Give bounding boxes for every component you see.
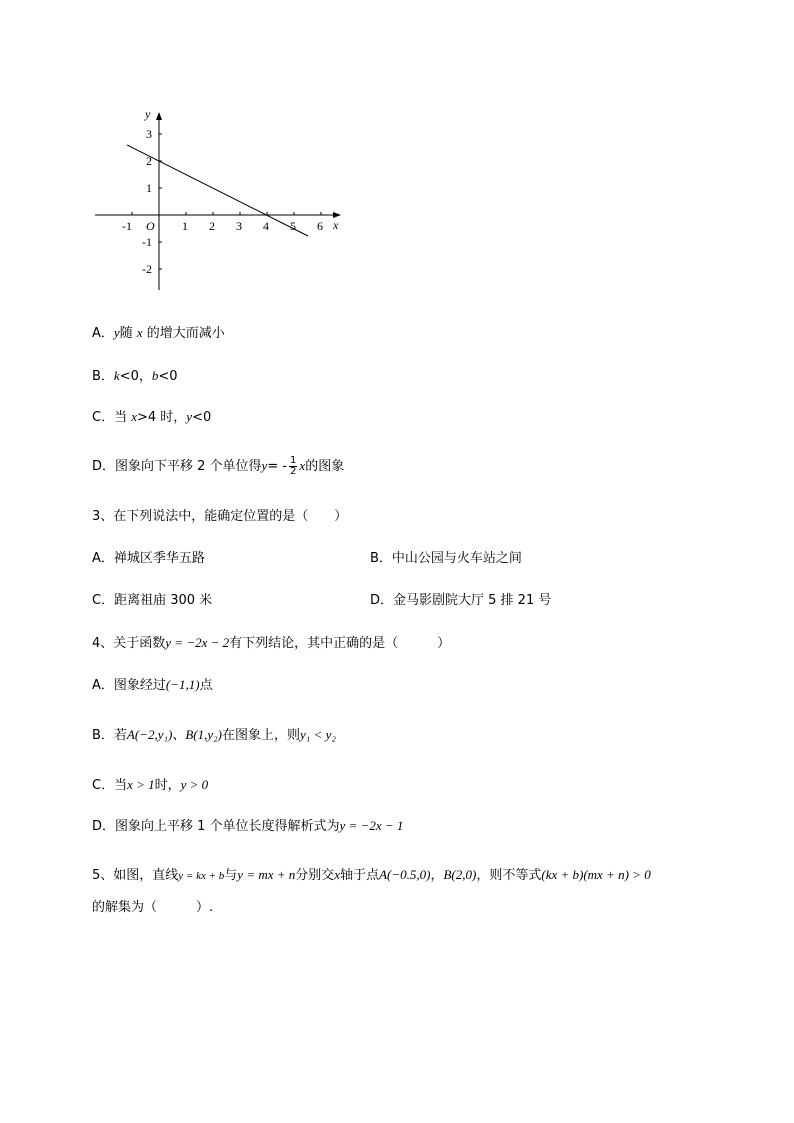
y-tick-label: 1	[146, 181, 152, 195]
y-tick-label: -2	[142, 262, 152, 276]
math-var: y	[261, 458, 268, 473]
option-text: 时，	[154, 778, 181, 793]
math-expr: y = −2x − 2	[165, 635, 230, 650]
math-var: y	[186, 409, 193, 424]
x-tick-label: 4	[263, 219, 269, 233]
x-tick-label: 2	[209, 219, 215, 233]
x-tick-label: 1	[182, 219, 188, 233]
x-tick-label: -1	[122, 219, 132, 233]
option-text: <0	[158, 369, 178, 384]
q2-option-d	[92, 456, 344, 477]
math-expr: A(−0.5,0)	[379, 867, 431, 882]
fraction-denominator: 2	[290, 466, 297, 477]
q4-option-d	[92, 817, 403, 836]
math-expr: y = −2x − 1	[339, 818, 404, 833]
option-text: <0，	[119, 369, 152, 384]
option-text: 的增大而减小	[146, 326, 225, 341]
math-expr: B(2,0)	[443, 867, 477, 882]
math-expr: x > 1	[127, 777, 155, 792]
option-text: <0	[192, 410, 212, 425]
math-var: x	[136, 325, 143, 340]
y-axis-label: y	[145, 107, 151, 121]
stem-text: ，则不等式	[476, 868, 542, 883]
option-text: 随	[119, 326, 133, 341]
option-label: D．图象向下平移 2 个单位得	[92, 459, 262, 474]
stem-text: 与	[224, 868, 238, 883]
option-text: A．图象经过	[92, 678, 166, 693]
math-expr: y > 0	[180, 777, 209, 792]
option-text: 、	[172, 728, 186, 743]
option-text: D．图象向上平移 1 个单位长度得解析式为	[92, 819, 340, 834]
math-var: b	[151, 368, 159, 383]
option-label: A．	[92, 326, 114, 341]
q4-option-c	[92, 776, 208, 795]
origin-label: O	[146, 219, 155, 233]
fraction	[289, 456, 297, 477]
option-text: 的图象	[305, 459, 345, 474]
stem-text: 轴于点	[340, 868, 380, 883]
q3-option-b: B．中山公园与火车站之间	[370, 551, 522, 566]
math-expr: B(1,y₂)	[185, 727, 222, 742]
math-expr: A(−2,y₁)	[126, 727, 173, 742]
stem-text: 4、关于函数	[92, 636, 166, 651]
option-label: C．当	[92, 410, 128, 425]
q4-stem	[92, 634, 450, 653]
y-tick-label: -1	[142, 235, 152, 249]
math-var: k	[113, 368, 120, 383]
math-var: y	[113, 325, 120, 340]
q5-stem-line2: 的解集为（ ）.	[92, 900, 214, 915]
x-tick-label: 6	[317, 219, 323, 233]
math-var: x	[131, 409, 137, 424]
math-expr: (−1,1)	[165, 677, 200, 692]
option-text: 在图象上，则	[222, 728, 301, 743]
math-var: x	[299, 458, 306, 473]
q4-option-a	[92, 676, 213, 695]
math-op: = -	[267, 459, 288, 474]
q3-option-a: A．禅城区季华五路	[92, 551, 205, 566]
x-tick-label: 5	[290, 219, 296, 233]
q2-option-a	[92, 324, 225, 343]
option-label: B．	[92, 369, 114, 384]
q4-option-b	[92, 726, 336, 745]
option-text: >4 时，	[137, 410, 187, 425]
q3-option-c: C．距离祖庙 300 米	[92, 593, 213, 608]
stem-text: 5、如图，直线	[92, 868, 179, 883]
stem-text: 有下列结论，其中正确的是（ ）	[229, 636, 451, 651]
x-tick-label: 3	[236, 219, 242, 233]
option-text: B．若	[92, 728, 127, 743]
y-tick-label: 2	[146, 154, 152, 168]
q3-stem: 3、在下列说法中，能确定位置的是（ ）	[92, 509, 348, 524]
stem-text: 分别交	[295, 868, 335, 883]
math-var: x	[334, 867, 341, 882]
q2-option-b	[92, 367, 178, 386]
q2-option-c	[92, 408, 211, 427]
math-expr: y = mx + n	[237, 867, 296, 882]
x-axis-label: x	[333, 218, 339, 232]
coordinate-graph	[90, 105, 350, 295]
stem-text: ，	[430, 868, 444, 883]
q5-stem-line1	[92, 866, 651, 885]
option-text: 点	[199, 678, 213, 693]
math-expr: y₁ < y₂	[300, 727, 336, 742]
math-expr: y = kx + b	[178, 870, 225, 882]
fraction-numerator: 1	[290, 455, 297, 466]
q3-option-d: D．金马影剧院大厅 5 排 21 号	[370, 593, 552, 608]
option-text: C．当	[92, 778, 128, 793]
math-expr: (kx + b)(mx + n) > 0	[541, 867, 651, 882]
y-tick-label: 3	[146, 127, 152, 141]
